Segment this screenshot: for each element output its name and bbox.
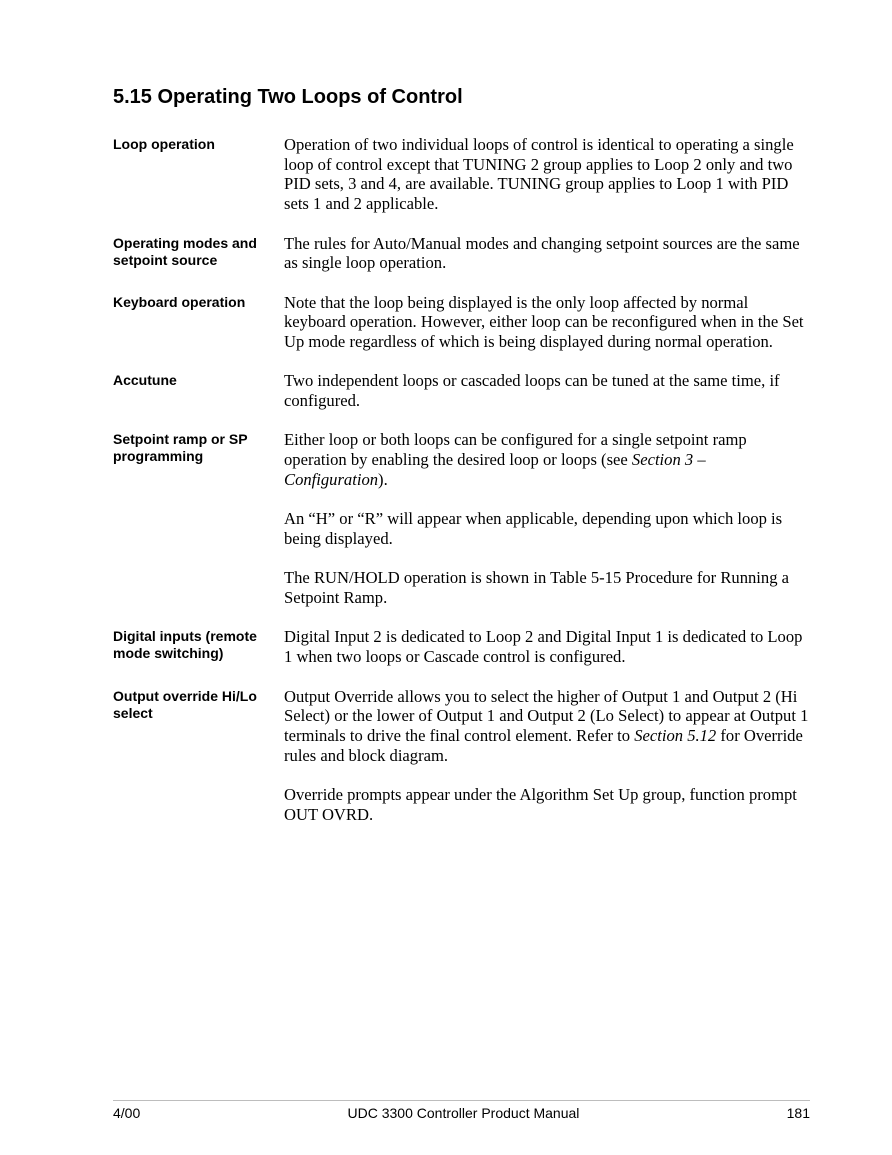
paragraph: Two independent loops or cascaded loops can be tuned at the same time, if configured. (284, 371, 780, 411)
paragraph: Note that the loop being displayed is the only loop affected by normal keyboard operation. However, either loop can be reconfigured when in the Set Up mode regardless of which is being displayed during normal operation. (284, 292, 804, 351)
row-accutune (113, 371, 813, 430)
row-digital-inputs (113, 627, 813, 686)
footer-date: 4/00 (113, 1105, 141, 1121)
row-output-override (113, 687, 813, 845)
page-footer (113, 1105, 810, 1121)
side-heading: Operating modes and setpoint source (113, 234, 257, 268)
paragraph-text: Output Override allows you to select the higher of Output 1 and Output 2 (Hi Select) or the lower of Output 1 and Output 2 (Lo Select) to appear at Output 1 terminals to drive the final control element. Refer to (284, 686, 809, 745)
side-heading: Setpoint ramp or SP programming (113, 431, 248, 465)
footer-manual-title: UDC 3300 Controller Product Manual (347, 1105, 580, 1121)
paragraph (284, 430, 813, 489)
paragraph: Override prompts appear under the Algorithm Set Up group, function prompt OUT OVRD. (284, 785, 797, 824)
footer-page-number: 181 (786, 1105, 810, 1121)
page-title: 5.15 Operating Two Loops of Control (113, 86, 463, 108)
side-heading: Keyboard operation (113, 293, 246, 310)
row-operating-modes (113, 234, 813, 293)
side-heading: Digital inputs (remote mode switching) (113, 628, 257, 662)
paragraph (284, 687, 813, 766)
paragraph-text: Either loop or both loops can be configured for a single setpoint ramp operation by enabling the desired loop or loops (see (284, 430, 747, 470)
paragraph: Digital Input 2 is dedicated to Loop 2 and Digital Input 1 is dedicated to Loop 1 when two loops or Cascade control is configured. (284, 627, 803, 667)
footer-divider (113, 1100, 810, 1101)
row-loop-operation (113, 135, 813, 234)
row-keyboard-operation (113, 293, 813, 372)
paragraph: The RUN/HOLD operation is shown in Table 5-15 Procedure for Running a Setpoint Ramp. (284, 568, 790, 608)
side-heading: Accutune (113, 372, 177, 389)
section-reference-link: Section 3 – Configuration (284, 450, 706, 489)
section-content (113, 135, 813, 844)
section-reference-link: Section 5.12 (634, 725, 717, 745)
paragraph-text: for Override rules and block diagram. (284, 725, 803, 765)
side-heading: Loop operation (113, 136, 215, 152)
paragraph: Operation of two individual loops of control is identical to operating a single loop of control except that TUNING 2 group applies to Loop 2 only and two PID sets, 3 and 4, are available. TUNING group applies to Loop 1 with PID sets 1 and 2 applicable. (284, 135, 794, 214)
paragraph-text: ). (378, 469, 388, 489)
paragraph: The rules for Auto/Manual modes and changing setpoint sources are the same as single loop operation. (284, 233, 800, 273)
paragraph: An “H” or “R” will appear when applicable, depending upon which loop is being displayed. (284, 509, 783, 548)
side-heading: Output override Hi/Lo select (113, 687, 257, 721)
row-setpoint-ramp (113, 430, 813, 627)
